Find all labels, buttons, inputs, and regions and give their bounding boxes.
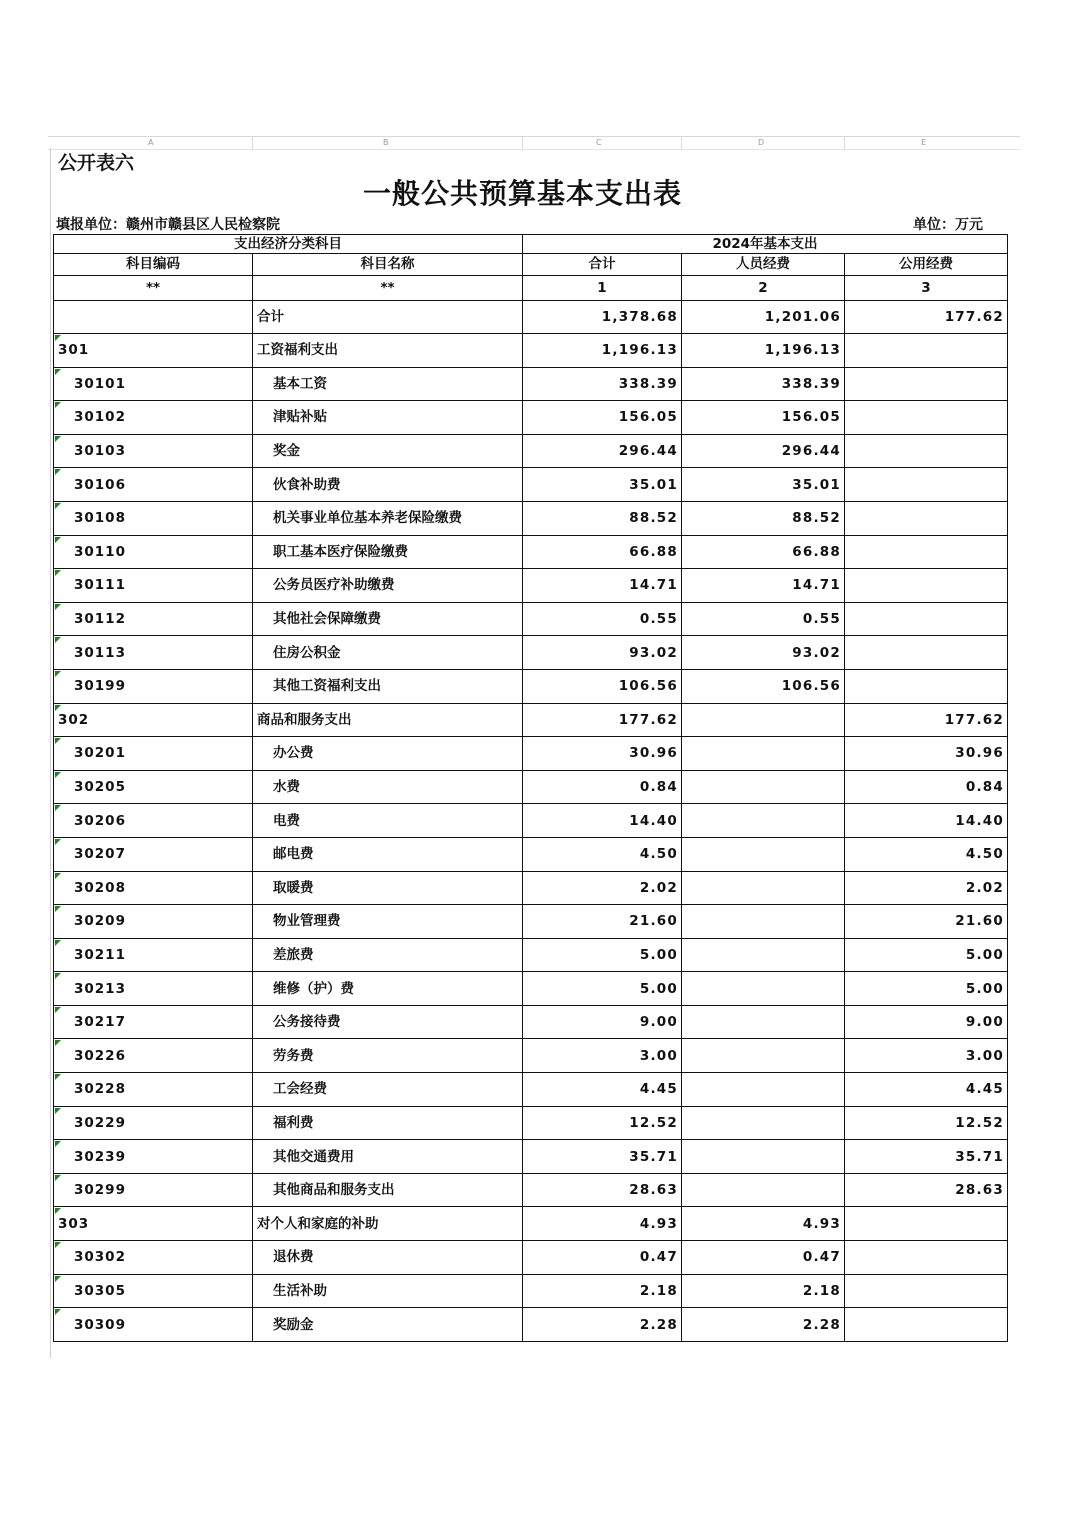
public-cell: 5.00 (845, 938, 1008, 972)
personnel-cell (682, 871, 845, 905)
code-cell: 30217 (54, 1005, 253, 1039)
table-row (54, 1073, 1008, 1107)
table-row (54, 972, 1008, 1006)
personnel-cell: 88.52 (682, 501, 845, 535)
table-row (54, 1173, 1008, 1207)
total-cell: 2.18 (523, 1274, 682, 1308)
budget-table (53, 234, 1008, 1342)
table-row (54, 1005, 1008, 1039)
total-cell: 35.01 (523, 468, 682, 502)
total-cell: 2.28 (523, 1308, 682, 1342)
personnel-cell (682, 1039, 845, 1073)
index-total: 1 (523, 276, 682, 301)
code-cell: 30208 (54, 871, 253, 905)
total-cell: 21.60 (523, 905, 682, 939)
index-name: ** (253, 276, 523, 301)
public-cell: 5.00 (845, 972, 1008, 1006)
public-cell (845, 1308, 1008, 1342)
code-cell: 30309 (54, 1308, 253, 1342)
index-public: 3 (845, 276, 1008, 301)
name-cell: 合计 (253, 301, 523, 334)
public-cell (845, 569, 1008, 603)
total-cell: 93.02 (523, 636, 682, 670)
table-row (54, 1274, 1008, 1308)
name-cell: 其他交通费用 (253, 1140, 523, 1174)
code-cell: 30110 (54, 535, 253, 569)
code-cell: 30211 (54, 938, 253, 972)
personnel-cell: 14.71 (682, 569, 845, 603)
table-row (54, 602, 1008, 636)
personnel-cell (682, 770, 845, 804)
table-row (54, 334, 1008, 368)
header-public: 公用经费 (845, 254, 1008, 276)
total-cell: 4.93 (523, 1207, 682, 1241)
table-row (54, 1308, 1008, 1342)
name-cell: 劳务费 (253, 1039, 523, 1073)
code-cell: 30228 (54, 1073, 253, 1107)
page-title: 一般公共预算基本支出表 (363, 177, 683, 210)
total-cell: 4.45 (523, 1073, 682, 1107)
total-cell: 0.55 (523, 602, 682, 636)
index-code: ** (54, 276, 253, 301)
table-row (54, 636, 1008, 670)
code-cell: 30305 (54, 1274, 253, 1308)
name-cell: 奖励金 (253, 1308, 523, 1342)
name-cell: 其他工资福利支出 (253, 669, 523, 703)
personnel-cell: 0.47 (682, 1241, 845, 1275)
total-cell: 1,196.13 (523, 334, 682, 368)
personnel-cell: 2.18 (682, 1274, 845, 1308)
name-cell: 工资福利支出 (253, 334, 523, 368)
name-cell: 商品和服务支出 (253, 703, 523, 737)
name-cell: 伙食补助费 (253, 468, 523, 502)
code-cell: 30299 (54, 1173, 253, 1207)
table-row (54, 468, 1008, 502)
total-cell: 14.40 (523, 804, 682, 838)
name-cell: 津贴补贴 (253, 401, 523, 435)
code-cell: 30205 (54, 770, 253, 804)
personnel-cell: 338.39 (682, 367, 845, 401)
personnel-cell: 93.02 (682, 636, 845, 670)
public-cell (845, 669, 1008, 703)
code-cell: 30101 (54, 367, 253, 401)
table-row (54, 837, 1008, 871)
total-cell: 338.39 (523, 367, 682, 401)
public-cell: 4.50 (845, 837, 1008, 871)
public-cell (845, 401, 1008, 435)
personnel-cell (682, 1173, 845, 1207)
code-cell: 30111 (54, 569, 253, 603)
name-cell: 其他社会保障缴费 (253, 602, 523, 636)
total-cell: 2.02 (523, 871, 682, 905)
name-cell: 水费 (253, 770, 523, 804)
table-tag: 公开表六 (58, 152, 135, 174)
public-cell: 35.71 (845, 1140, 1008, 1174)
personnel-cell (682, 1005, 845, 1039)
header-name: 科目名称 (253, 254, 523, 276)
code-cell: 30207 (54, 837, 253, 871)
personnel-cell (682, 1106, 845, 1140)
total-cell: 296.44 (523, 434, 682, 468)
table-row (54, 804, 1008, 838)
code-cell: 30213 (54, 972, 253, 1006)
code-cell: 30302 (54, 1241, 253, 1275)
code-cell: 30226 (54, 1039, 253, 1073)
public-cell: 2.02 (845, 871, 1008, 905)
name-cell: 电费 (253, 804, 523, 838)
public-cell: 14.40 (845, 804, 1008, 838)
public-cell: 4.45 (845, 1073, 1008, 1107)
header-group-row (54, 235, 1008, 254)
reporting-unit: 填报单位：赣州市赣县区人民检察院 (56, 217, 280, 233)
total-cell: 5.00 (523, 938, 682, 972)
total-cell: 12.52 (523, 1106, 682, 1140)
code-cell: 301 (54, 334, 253, 368)
personnel-cell (682, 905, 845, 939)
name-cell: 公务接待费 (253, 1005, 523, 1039)
code-cell: 30199 (54, 669, 253, 703)
total-cell: 156.05 (523, 401, 682, 435)
name-cell: 生活补助 (253, 1274, 523, 1308)
total-cell: 88.52 (523, 501, 682, 535)
header-group-left: 支出经济分类科目 (54, 235, 523, 254)
public-cell (845, 434, 1008, 468)
header-personnel: 人员经费 (682, 254, 845, 276)
name-cell: 邮电费 (253, 837, 523, 871)
table-row (54, 367, 1008, 401)
name-cell: 公务员医疗补助缴费 (253, 569, 523, 603)
table-row (54, 434, 1008, 468)
personnel-cell: 66.88 (682, 535, 845, 569)
personnel-cell (682, 1140, 845, 1174)
table-row (54, 938, 1008, 972)
column-letter-b: B (383, 138, 389, 147)
public-cell: 3.00 (845, 1039, 1008, 1073)
public-cell: 28.63 (845, 1173, 1008, 1207)
total-cell: 106.56 (523, 669, 682, 703)
public-cell (845, 1241, 1008, 1275)
header-index-row (54, 276, 1008, 301)
name-cell: 差旅费 (253, 938, 523, 972)
total-cell: 177.62 (523, 703, 682, 737)
total-cell: 9.00 (523, 1005, 682, 1039)
total-cell: 1,378.68 (523, 301, 682, 334)
table-row (54, 569, 1008, 603)
personnel-cell: 296.44 (682, 434, 845, 468)
public-cell: 21.60 (845, 905, 1008, 939)
table-row (54, 1207, 1008, 1241)
public-cell (845, 367, 1008, 401)
public-cell (845, 535, 1008, 569)
code-cell: 30106 (54, 468, 253, 502)
column-letter-d: D (758, 138, 765, 147)
name-cell: 办公费 (253, 737, 523, 771)
total-cell: 5.00 (523, 972, 682, 1006)
public-cell: 177.62 (845, 703, 1008, 737)
public-cell (845, 468, 1008, 502)
name-cell: 住房公积金 (253, 636, 523, 670)
total-cell: 28.63 (523, 1173, 682, 1207)
total-cell: 14.71 (523, 569, 682, 603)
column-letter-e: E (921, 138, 927, 147)
total-cell: 0.84 (523, 770, 682, 804)
currency-unit: 单位：万元 (913, 217, 983, 233)
name-cell: 工会经费 (253, 1073, 523, 1107)
public-cell: 9.00 (845, 1005, 1008, 1039)
code-cell: 303 (54, 1207, 253, 1241)
table-row (54, 669, 1008, 703)
name-cell: 奖金 (253, 434, 523, 468)
table-row (54, 501, 1008, 535)
code-cell: 30239 (54, 1140, 253, 1174)
table-row (54, 535, 1008, 569)
name-cell: 物业管理费 (253, 905, 523, 939)
table-row (54, 770, 1008, 804)
total-cell: 3.00 (523, 1039, 682, 1073)
personnel-cell (682, 737, 845, 771)
total-cell: 35.71 (523, 1140, 682, 1174)
code-cell: 30113 (54, 636, 253, 670)
column-letter-a: A (148, 138, 154, 147)
public-cell: 30.96 (845, 737, 1008, 771)
personnel-cell (682, 804, 845, 838)
total-cell: 30.96 (523, 737, 682, 771)
public-cell (845, 1274, 1008, 1308)
personnel-cell: 156.05 (682, 401, 845, 435)
personnel-cell: 106.56 (682, 669, 845, 703)
header-total: 合计 (523, 254, 682, 276)
total-cell: 66.88 (523, 535, 682, 569)
public-cell: 0.84 (845, 770, 1008, 804)
name-cell: 机关事业单位基本养老保险缴费 (253, 501, 523, 535)
code-cell: 30209 (54, 905, 253, 939)
personnel-cell (682, 938, 845, 972)
public-cell (845, 334, 1008, 368)
table-row (54, 871, 1008, 905)
personnel-cell (682, 972, 845, 1006)
public-cell: 177.62 (845, 301, 1008, 334)
name-cell: 退休费 (253, 1241, 523, 1275)
name-cell: 取暖费 (253, 871, 523, 905)
code-cell: 30112 (54, 602, 253, 636)
header-group-right: 2024年基本支出 (523, 235, 1008, 254)
code-cell: 30229 (54, 1106, 253, 1140)
header-code: 科目编码 (54, 254, 253, 276)
name-cell: 福利费 (253, 1106, 523, 1140)
name-cell: 基本工资 (253, 367, 523, 401)
header-row (54, 254, 1008, 276)
total-row (54, 301, 1008, 334)
table-row (54, 1241, 1008, 1275)
personnel-cell (682, 837, 845, 871)
personnel-cell (682, 1073, 845, 1107)
code-cell: 302 (54, 703, 253, 737)
name-cell: 其他商品和服务支出 (253, 1173, 523, 1207)
code-cell: 30201 (54, 737, 253, 771)
code-cell: 30206 (54, 804, 253, 838)
personnel-cell: 0.55 (682, 602, 845, 636)
personnel-cell: 1,196.13 (682, 334, 845, 368)
name-cell: 职工基本医疗保险缴费 (253, 535, 523, 569)
total-cell: 0.47 (523, 1241, 682, 1275)
personnel-cell (682, 703, 845, 737)
column-letter-c: C (596, 138, 602, 147)
public-cell (845, 501, 1008, 535)
code-cell: 30108 (54, 501, 253, 535)
index-personnel: 2 (682, 276, 845, 301)
personnel-cell: 35.01 (682, 468, 845, 502)
table-row (54, 1106, 1008, 1140)
name-cell: 对个人和家庭的补助 (253, 1207, 523, 1241)
table-row (54, 401, 1008, 435)
code-cell: 30103 (54, 434, 253, 468)
table-row (54, 703, 1008, 737)
column-header-strip (48, 136, 1020, 150)
code-cell: 30102 (54, 401, 253, 435)
table-row (54, 1039, 1008, 1073)
table-row (54, 737, 1008, 771)
personnel-cell: 1,201.06 (682, 301, 845, 334)
code-cell (54, 301, 253, 334)
table-row (54, 1140, 1008, 1174)
personnel-cell: 2.28 (682, 1308, 845, 1342)
public-cell (845, 1207, 1008, 1241)
public-cell (845, 602, 1008, 636)
public-cell (845, 636, 1008, 670)
public-cell: 12.52 (845, 1106, 1008, 1140)
personnel-cell: 4.93 (682, 1207, 845, 1241)
total-cell: 4.50 (523, 837, 682, 871)
table-row (54, 905, 1008, 939)
name-cell: 维修（护）费 (253, 972, 523, 1006)
